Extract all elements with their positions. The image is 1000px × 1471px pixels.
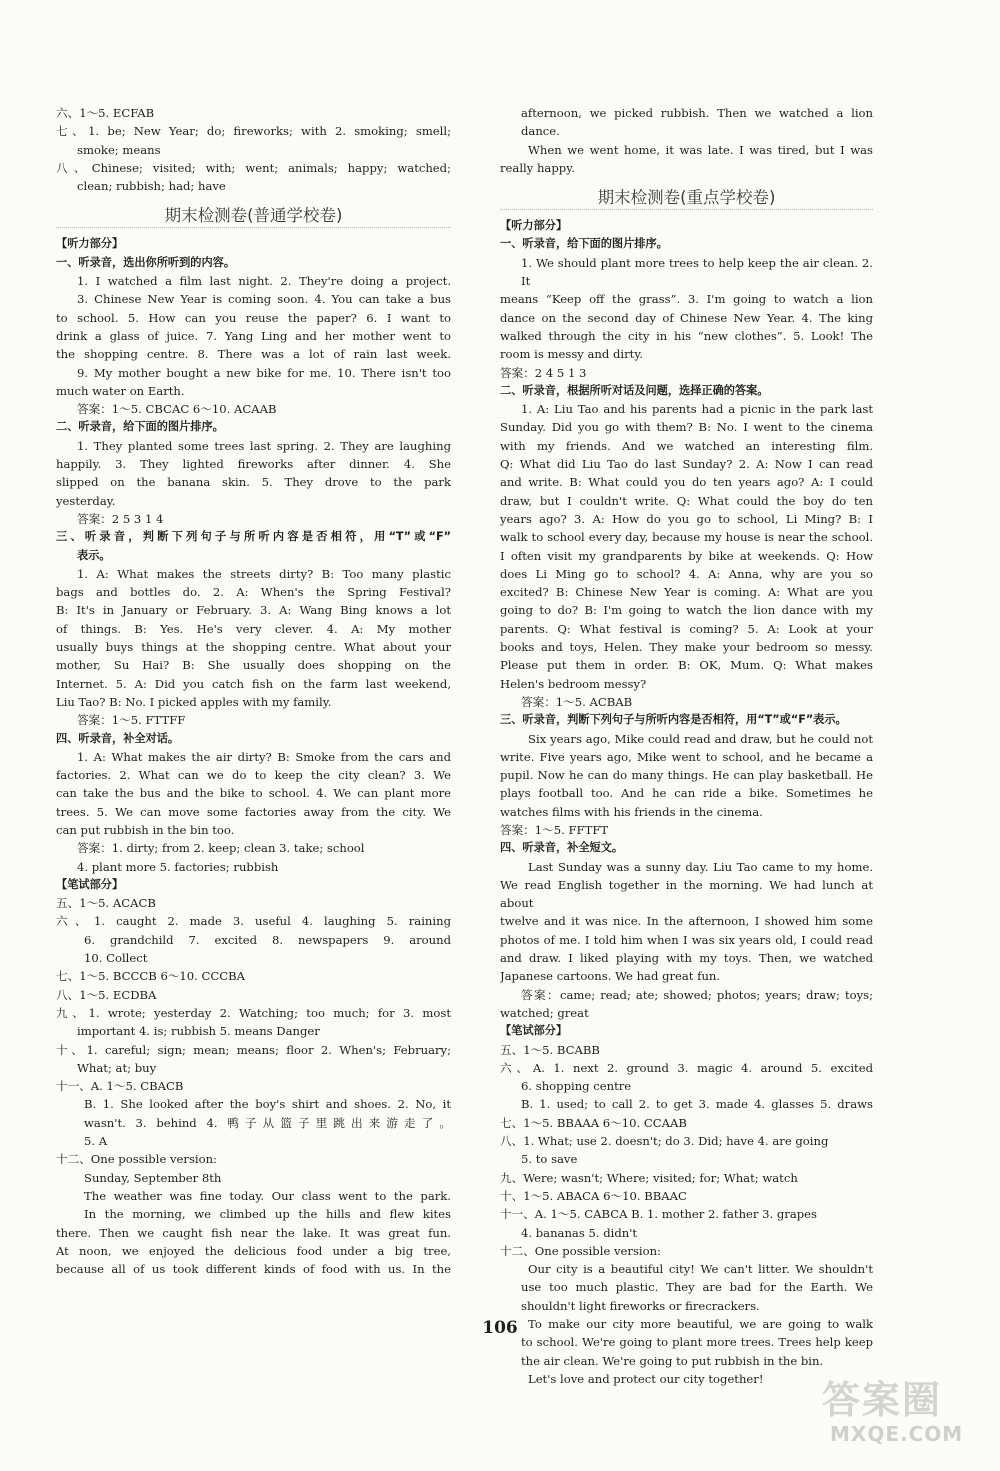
text-line: Japanese cartoons. We had great fun. (500, 969, 721, 984)
watermark-logo (822, 1378, 990, 1466)
text-line: 十一、A. 1～5. CBACB (56, 1079, 184, 1094)
text-line: with my friends. And we watched an interesting film. (500, 438, 873, 453)
answer-line: 答案：2 5 3 1 4 (77, 511, 164, 526)
text-line: can put rubbish in the bin too. (56, 822, 235, 837)
question-heading: 二、听录音，给下面的图片排序。 (56, 420, 224, 434)
text-line: 九、Were; wasn't; Where; visited; for; What; watch (500, 1170, 798, 1185)
text-line: of things. B: Yes. He's very clever. 4. A: My mother (56, 621, 451, 636)
text-line: B. 1. She looked after the boy's shirt and shoes. 2. No, it (84, 1097, 451, 1112)
part-heading: 【笔试部分】 (500, 1024, 568, 1038)
answer-line: 答案：1～5. FFTFT (500, 822, 609, 837)
text-line: really happy. (500, 160, 575, 175)
question-heading: 一、听录音，选出你所听到的内容。 (56, 255, 236, 269)
answer-line: 答案：1～5. FTTFF (77, 713, 186, 728)
text-line: 七、1. be; New Year; do; fireworks; with 2. smoking; smell; (56, 124, 451, 139)
text-line: 八、1～5. ECDBA (56, 987, 157, 1002)
right-column (500, 104, 873, 1388)
text-line: wasn't. 3. behind 4. 鸭子从篮子里跳出来游走了。 (84, 1115, 451, 1130)
text-line: 1. A: What makes the streets dirty? B: Too many plastic (77, 566, 451, 581)
text-line: to school. 5. How can you reuse the paper? 6. I want to (56, 310, 451, 325)
text-line: 十二、One possible version: (56, 1152, 217, 1167)
text-line: Sunday. Did you go with them? B: No. I went to the cinema (500, 420, 873, 435)
text-line: drink a glass of juice. 7. Yang Ling and her mother went to (56, 328, 451, 343)
text-line: photos of me. I told him when I was six years old, I could read (500, 932, 873, 947)
text-line: I often visit my grandparents by bike at weekends. Q: How (500, 548, 873, 563)
text-line: pupil. Now he can do many things. He can play basketball. He (500, 768, 873, 783)
part-heading: 【听力部分】 (56, 237, 124, 251)
text-line: Six years ago, Mike could read and draw, but he could not (528, 731, 873, 746)
text-line: Q: What did Liu Tao do last Sunday? 2. A: Now I can read (500, 457, 873, 472)
text-line: usually buys things at the shopping centre. What about your (56, 640, 451, 655)
question-heading: 三、听录音，判断下列句子与所听内容是否相符，用“T”或“F”表示。 (500, 713, 847, 727)
text-line: 六、1. caught 2. made 3. useful 4. laughing 5. raining (56, 914, 451, 929)
text-line: 1. We should plant more trees to help keep the air clean. 2. It (521, 255, 873, 289)
text-line: and write. B: What could you do ten years ago? A: I could (500, 475, 873, 490)
answer-line: 答案：1～5. CBCAC 6～10. ACAAB (77, 402, 277, 417)
text-line: smoke; means (77, 142, 161, 157)
text-line: 六、1～5. ECFAB (56, 106, 155, 120)
text-line: 1. They planted some trees last spring. 2. They are laughing (77, 438, 451, 453)
text-line: Let's love and protect our city together! (528, 1371, 764, 1386)
section-title: 期末检测卷(普通学校卷) (56, 205, 451, 228)
text-line: excited? B: Chinese New Year is coming. A: What are you (500, 585, 873, 600)
text-line: much water on Earth. (56, 383, 185, 398)
text-line: there. Then we caught fish near the lake. It was great fun. (56, 1225, 451, 1240)
text-line: dance. (521, 124, 560, 139)
text-line: 八、Chinese; visited; with; went; animals; happy; watched; (56, 160, 451, 175)
text-line: Helen's bedroom messy? (500, 676, 647, 691)
text-line: Internet. 5. A: Did you catch fish on the farm last weekend, (56, 676, 451, 691)
text-line: 1. I watched a film last night. 2. They're doing a project. (77, 274, 451, 289)
left-column (56, 104, 451, 1278)
text-line: books and toys, Helen. They make your bedroom so messy. (500, 640, 873, 655)
text-line: and draw. I liked playing with my toys. Then, we watched (500, 951, 873, 966)
page-number: 106 (482, 1318, 518, 1338)
text-line: write. Five years ago, Mike went to school, and he became a (500, 749, 873, 764)
text-line: use too much plastic. They are bad for the Earth. We (521, 1280, 873, 1295)
answer-line: 答案：came; read; ate; showed; photos; years; draw; toys; (521, 987, 873, 1002)
text-line: can take the bus and the bike to school. 4. We can plant more (56, 786, 451, 801)
watermark-text: 答案圈 (822, 1378, 943, 1422)
text-line: Our city is a beautiful city! We can't litter. We shouldn't (528, 1262, 873, 1277)
text-line: walk to school every day, because my house is near the school. (500, 530, 873, 545)
text-line: At noon, we enjoyed the delicious food under a big tree, (56, 1243, 451, 1258)
text-line: 4. bananas 5. didn't (521, 1225, 638, 1240)
text-line: important 4. is; rubbish 5. means Danger (77, 1024, 320, 1039)
text-line: 五、1～5. ACACB (56, 896, 156, 911)
question-heading: 三、听录音，判断下列句子与所听内容是否相符，用“T”或“F” (56, 530, 451, 544)
text-line: parents. Q: What festival is coming? 5. A: Look at your (500, 621, 873, 636)
text-line: going to do? B: I'm going to watch the lion dance with my (500, 603, 873, 618)
text-line: walked through the city in his “new clothes”. 5. Look! The (500, 328, 873, 343)
text-line: What; at; buy (77, 1060, 157, 1075)
text-line: 五、1～5. BCABB (500, 1042, 600, 1057)
text-line: In the morning, we climbed up the hills and flew kites (84, 1207, 451, 1222)
text-line: mother, Su Hai? B: She usually does shopping on the (56, 658, 451, 673)
text-line: happily. 3. They lighted fireworks after dinner. 4. She (56, 457, 451, 472)
text-line: room is messy and dirty. (500, 347, 644, 362)
text-line: 十二、One possible version: (500, 1243, 661, 1258)
answer-line: 答案：1. dirty; from 2. keep; clean 3. take; school (77, 841, 365, 856)
text-line: 6. shopping centre (521, 1079, 632, 1094)
text-line: Last Sunday was a sunny day. Liu Tao came to my home. (528, 859, 873, 874)
text-line: draw, but I couldn't write. Q: What could the boy do ten (500, 493, 873, 508)
text-line: Liu Tao? B: No. I picked apples with my family. (56, 694, 332, 709)
text-line: the air clean. We're going to put rubbish in the bin. (521, 1353, 824, 1368)
answer-line: 答案：2 4 5 1 3 (500, 365, 587, 380)
question-heading: 一、听录音，给下面的图片排序。 (500, 237, 668, 251)
question-heading: 四、听录音，补全短文。 (500, 841, 624, 855)
text-line: Sunday, September 8th (84, 1170, 222, 1185)
text-line: afternoon, we picked rubbish. Then we watched a lion (521, 106, 873, 120)
text-line: 十一、A. 1～5. CABCA B. 1. mother 2. father 3. grapes (500, 1207, 817, 1222)
text-line: dance on the second day of Chinese New Year. 4. The king (500, 310, 873, 325)
question-heading: 二、听录音，根据所听对话及问题，选择正确的答案。 (500, 383, 769, 397)
text-line: 六、A. 1. next 2. ground 3. magic 4. around 5. excited (500, 1060, 873, 1075)
text-line: 10. Collect (84, 951, 148, 966)
text-line: 1. A: Liu Tao and his parents had a picnic in the park last (521, 402, 873, 417)
text-line: 5. to save (521, 1152, 578, 1167)
text-line: yesterday. (56, 493, 116, 508)
text-line: 十、1. careful; sign; mean; means; floor 2. When's; February; (56, 1042, 451, 1057)
text-line: 5. A (84, 1134, 108, 1149)
text-line: 3. Chinese New Year is coming soon. 4. You can take a bus (77, 292, 451, 307)
text-line: 十、1～5. ABACA 6～10. BBAAC (500, 1188, 687, 1203)
part-heading: 【听力部分】 (500, 219, 568, 233)
text-line: to school. We're going to plant more trees. Trees help keep (521, 1335, 873, 1350)
text-line: watches films with his friends in the cinema. (500, 804, 763, 819)
text-line: The weather was fine today. Our class went to the park. (84, 1188, 451, 1203)
text-line: bags and bottles do. 2. A: When's the Spring Festival? (56, 585, 451, 600)
text-line: the shopping centre. 8. There was a lot of rain last week. (56, 347, 451, 362)
text-line: B. 1. used; to call 2. to get 3. made 4. glasses 5. draws (521, 1097, 873, 1112)
text-line: 6. grandchild 7. excited 8. newspapers 9. around (84, 932, 451, 947)
text-line: trees. 5. We can move some factories away from the city. We (56, 804, 451, 819)
text-line: because all of us took different kinds of food with us. In the (56, 1262, 451, 1277)
text-line: When we went home, it was late. I was tired, but I was (528, 142, 873, 157)
text-line: 九、1. wrote; yesterday 2. Watching; too much; for 3. most (56, 1005, 451, 1020)
text-line: shouldn't light fireworks or firecrackers. (521, 1298, 760, 1313)
text-line: clean; rubbish; had; have (77, 179, 226, 194)
question-heading: 四、听录音，补全对话。 (56, 731, 180, 745)
text-line: 9. My mother bought a new bike for me. 10. There isn't too (77, 365, 451, 380)
text-line: 七、1～5. BBAAA 6～10. CCAAB (500, 1115, 687, 1130)
text-line: B: It's in January or February. 3. A: Wang Bing knows a lot (56, 603, 451, 618)
question-heading: 表示。 (77, 548, 111, 562)
text-line: slipped on the banana skin. 5. They drove to the park (56, 475, 451, 490)
text-line: 4. plant more 5. factories; rubbish (77, 859, 279, 874)
text-line: twelve and it was nice. In the afternoon, I showed him some (500, 914, 873, 929)
text-line: We read English together in the morning. We had lunch at about (500, 877, 873, 911)
text-line: To make our city more beautiful, we are going to walk (528, 1317, 873, 1331)
text-line: factories. 2. What can we do to keep the city clean? 3. We (56, 768, 451, 783)
text-line: 八、1. What; use 2. doesn't; do 3. Did; have 4. are going (500, 1134, 829, 1149)
part-heading: 【笔试部分】 (56, 877, 124, 891)
text-line: means “Keep off the grass”. 3. I'm going to watch a lion (500, 292, 873, 307)
text-line: years ago? 3. A: How do you go to school, Li Ming? B: I (500, 511, 873, 526)
section-title: 期末检测卷(重点学校卷) (500, 187, 873, 210)
text-line: 七、1～5. BCCCB 6～10. CCCBA (56, 969, 246, 984)
watermark-url: MXQE.COM (830, 1422, 964, 1446)
text-line: watched; great (500, 1005, 589, 1020)
text-line: does Li Ming go to school? 4. A: Anna, why are you so (500, 566, 873, 581)
text-line: 1. A: What makes the air dirty? B: Smoke from the cars and (77, 749, 451, 764)
answer-line: 答案：1～5. ACBAB (521, 694, 633, 709)
text-line: plays football too. And he can ride a bike. Sometimes he (500, 786, 873, 801)
text-line: Please put them in order. B: OK, Mum. Q: What makes (500, 658, 873, 673)
